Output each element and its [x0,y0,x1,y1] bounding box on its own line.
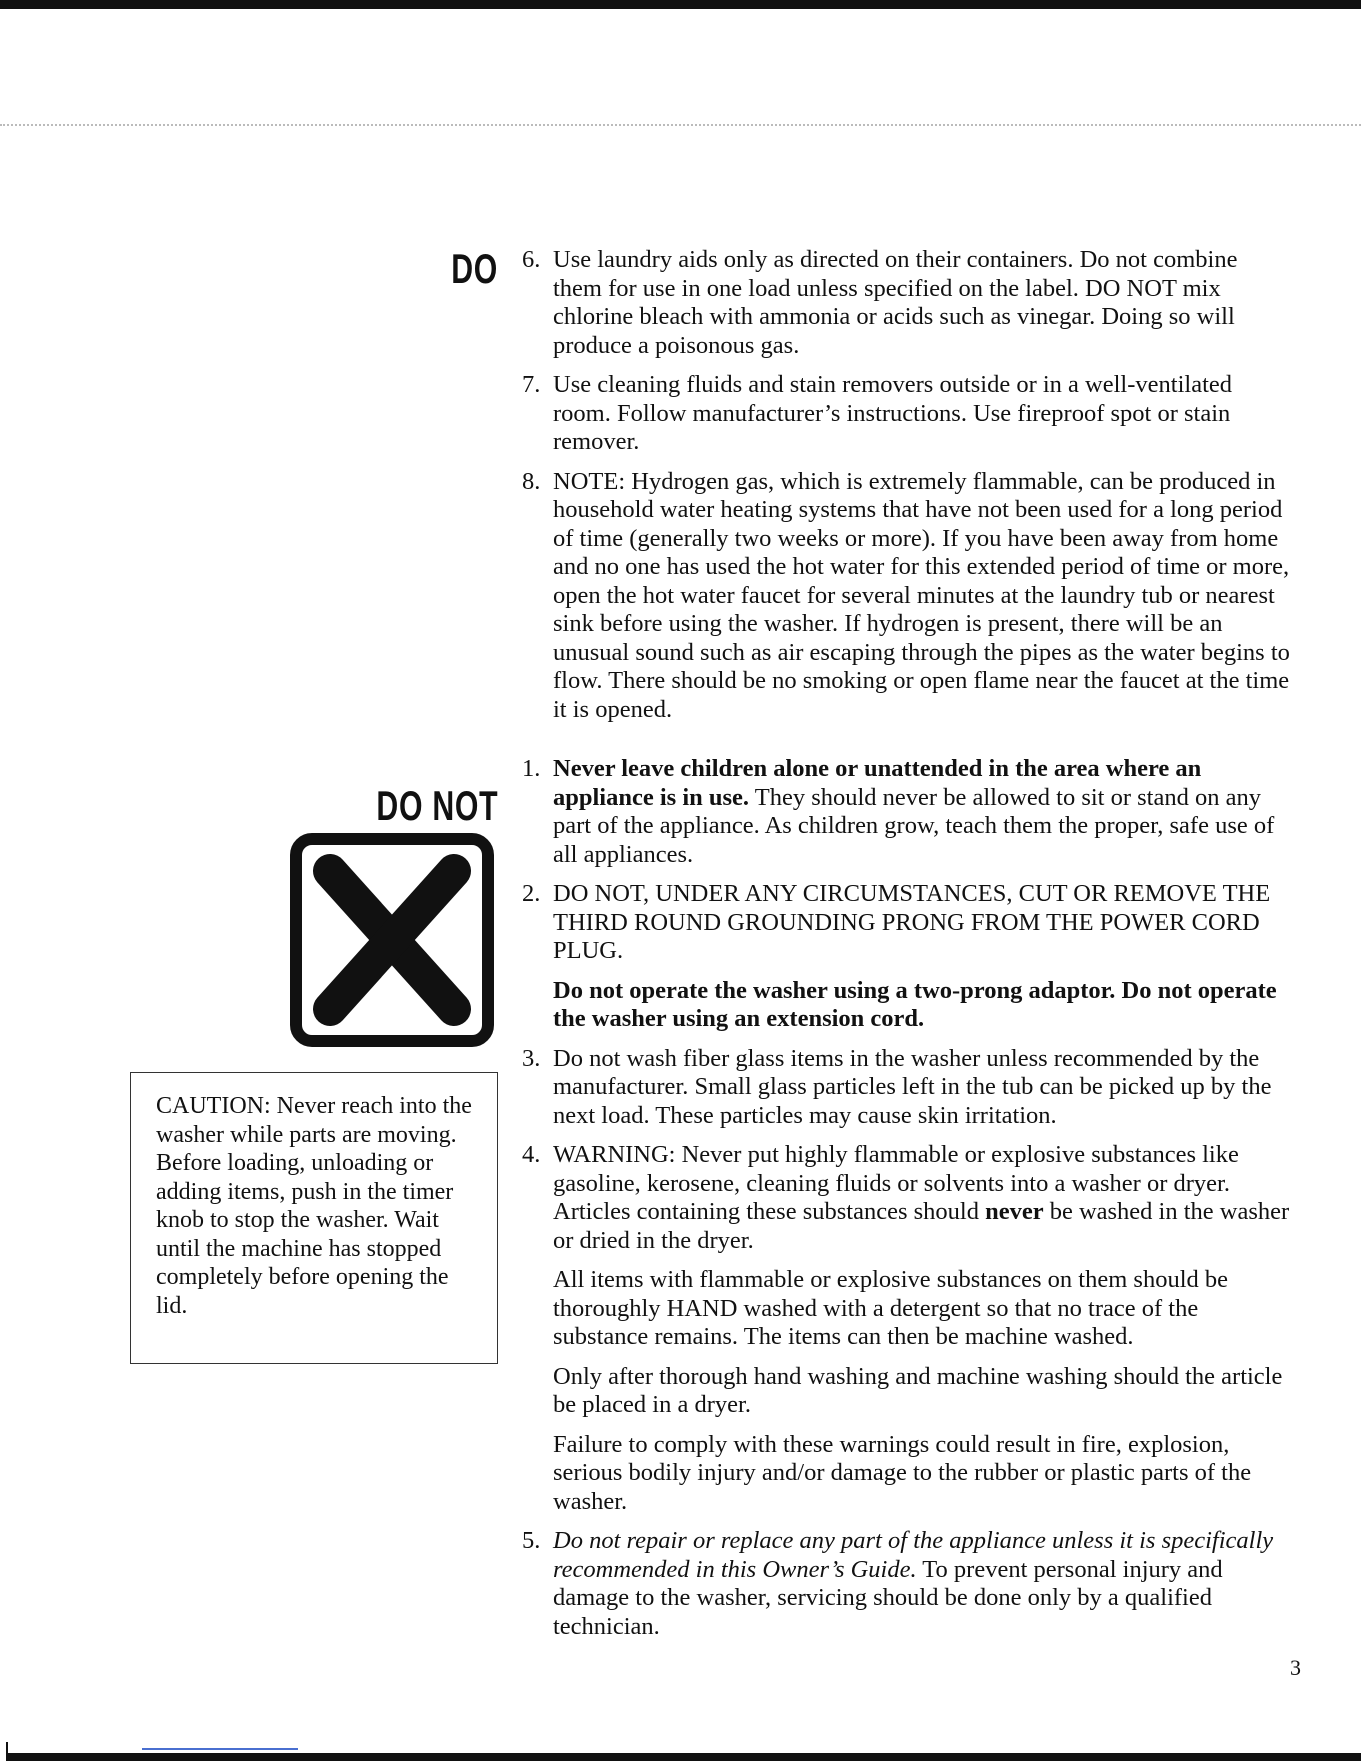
instructions-column [522,246,1292,1652]
item-number: 8. [522,467,541,495]
bottom-rule [6,1753,1361,1761]
donot-item-4-para-3 [522,1431,1292,1517]
item-number: 5. [522,1527,541,1554]
item-text: Use laundry aids only as directed on their containers. Do not combine them for use in one load unless specified on the label. DO NOT mix chlorine bleach with ammonia or acids such as vinegar. Doing so will produce a poisonous gas. [553,246,1238,359]
item-text: All items with flammable or explosive substances on them should be thoroughly HAND washed with a detergent so that no trace of the substance remains. The items can then be machine washed. [553,1266,1228,1350]
top-rule [0,0,1361,9]
item-text: Only after thorough hand washing and machine washing should the article be placed in a dryer. [553,1362,1283,1418]
donot-item-1 [522,755,1292,869]
donot-item-2 [522,880,1292,966]
item-bold-text: Never leave children alone or unattended in the area where an appliance is in use. [553,755,1202,811]
donot-item-4-para-1 [522,1266,1292,1352]
caution-text: CAUTION: Never reach into the washer while parts are moving. Before loading, unloading or adding items, push in the timer knob to stop the washer. Wait until the machine has stopped completely before opening the lid. [156,1093,472,1319]
do-item-8 [522,468,1292,725]
item-text: be washed in the washer or dried in the dryer. [553,1198,1290,1254]
donot-item-4-para-2 [522,1363,1292,1420]
do-heading: DO [451,245,498,292]
do-item-6 [522,246,1292,360]
item-number: 3. [522,1044,541,1072]
x-in-box-icon [290,833,494,1047]
item-text: Failure to comply with these warnings could result in fire, explosion, serious bodily injury and/or damage to the rubber or plastic parts of the washer. [553,1430,1252,1515]
item-number: 4. [522,1141,541,1168]
item-text: Use cleaning fluids and stain removers outside or in a well-ventilated room. Follow manufacturer’s instructions. Use fireproof spot or stain remover. [553,371,1233,455]
item-italic-text: Do not repair or replace any part of the appliance unless it is specifically recommended in this Owner’s Guide. [553,1527,1274,1583]
donot-adaptor-warning [522,977,1292,1034]
bottom-link-underline [142,1748,298,1750]
item-text: To prevent personal injury and damage to the washer, servicing should be done only by a qualified technician. [553,1555,1223,1640]
item-text: They should never be allowed to sit or stand on any part of the appliance. As children grow, teach them the proper, safe use of all appliances. [553,783,1275,868]
scan-artifact-line [0,124,1361,126]
item-number: 6. [522,246,541,273]
item-number: 1. [522,755,541,782]
item-number: 7. [522,371,541,398]
page-number: 3 [1290,1655,1301,1680]
do-item-7 [522,371,1292,457]
item-bold-text: Do not operate the washer using a two-prong adaptor. Do not operate the washer using an extension cord. [553,976,1277,1032]
item-text: WARNING: Never put highly flammable or explosive substances like gasoline, kerosene, cleaning fluids or solvents into a washer or dryer. Articles containing these substances should [553,1141,1239,1225]
donot-item-5 [522,1527,1292,1641]
donot-item-4 [522,1141,1292,1255]
item-text: DO NOT, UNDER ANY CIRCUMSTANCES, CUT OR REMOVE THE THIRD ROUND GROUNDING PRONG FROM THE POWER CORD PLUG. [553,880,1271,964]
item-bold-text: never [985,1198,1044,1225]
donot-item-3 [522,1045,1292,1131]
do-not-heading: DO NOT [376,782,498,829]
item-number: 2. [522,880,541,907]
item-text: Do not wash fiber glass items in the washer unless recommended by the manufacturer. Small glass particles left in the tub can be picked up by the next load. These particles may cause skin irritation. [553,1044,1272,1129]
caution-box [130,1072,498,1364]
item-text: NOTE: Hydrogen gas, which is extremely flammable, can be produced in household water heating systems that have not been used for a long period of time (generally two weeks or more). If you have been away from home and no one has used the hot water for this extended period of time or more, open the hot water faucet for several minutes at the laundry tub or nearest sink before using the washer. If hydrogen is present, there will be an unusual sound such as air escaping through the pipes as the water begins to flow. There should be no smoking or open flame near the faucet at the time it is opened. [553,467,1290,723]
